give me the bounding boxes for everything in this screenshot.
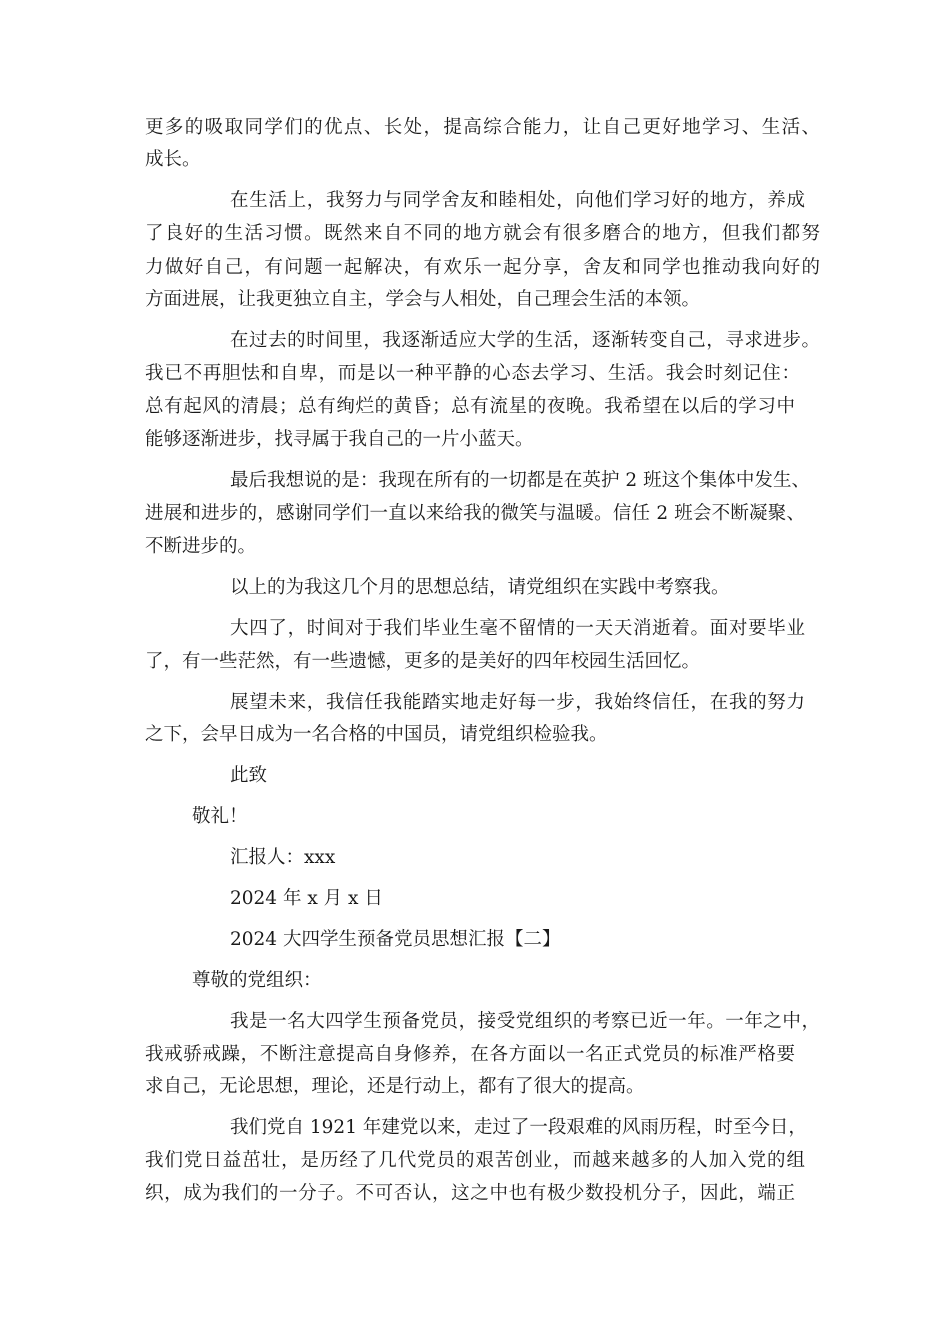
text-line: 进展和进步的，感谢同学们一直以来给我的微笑与温暖。信任 2 班会不断凝聚、: [145, 503, 805, 524]
text-line: 大四了，时间对于我们毕业生毫不留情的一天天消逝着。面对要毕业: [230, 618, 805, 639]
text-line: 总有起风的清晨；总有绚烂的黄昏；总有流星的夜晚。我希望在以后的学习中: [145, 396, 795, 417]
text-line: 更多的吸取同学们的优点、长处，提高综合能力，让自己更好地学习、生活、: [145, 117, 820, 138]
text-line: 方面进展，让我更独立自主，学会与人相处，自己理会生活的本领。: [145, 289, 701, 310]
closing-regards: 敬礼！: [192, 806, 248, 827]
closing-salutation: 此致: [230, 765, 268, 786]
section-title: 2024 大四学生预备党员思想汇报【二】: [230, 929, 561, 950]
text-line: 能够逐渐进步，找寻属于我自己的一片小蓝天。: [145, 429, 534, 450]
text-line: 了，有一些茫然，有一些遗憾，更多的是美好的四年校园生活回忆。: [145, 651, 701, 672]
greeting-line: 尊敬的党组织：: [192, 970, 322, 991]
text-line: 不断进步的。: [145, 536, 257, 557]
text-line: 求自己，无论思想，理论，还是行动上，都有了很大的提高。: [145, 1076, 645, 1097]
text-line: 以上的为我这几个月的思想总结，请党组织在实践中考察我。: [230, 577, 730, 598]
text-line: 力做好自己，有问题一起解决，有欢乐一起分享，舍友和同学也推动我向好的: [145, 257, 820, 278]
text-line: 我已不再胆怯和自卑，而是以一种平静的心态去学习、生活。我会时刻记住：: [145, 363, 800, 384]
reporter-line: 汇报人：xxx: [230, 847, 336, 868]
text-line: 了良好的生活习惯。既然来自不同的地方就会有很多磨合的地方，但我们都努: [145, 223, 820, 244]
date-line: 2024 年 x 月 x 日: [230, 888, 383, 909]
text-line: 我们党日益茁壮，是历经了几代党员的艰苦创业，而越来越多的人加入党的组: [145, 1150, 805, 1171]
text-line: 我戒骄戒躁，不断注意提高自身修养，在各方面以一名正式党员的标准严格要: [145, 1044, 795, 1065]
text-line: 织，成为我们的一分子。不可否认，这之中也有极少数投机分子，因此，端正: [145, 1183, 795, 1204]
text-line: 在过去的时间里，我逐渐适应大学的生活，逐渐转变自己，寻求进步。: [230, 330, 820, 351]
text-line: 成长。: [145, 149, 201, 170]
text-line: 最后我想说的是：我现在所有的一切都是在英护 2 班这个集体中发生、: [230, 470, 810, 491]
text-line: 在生活上，我努力与同学舍友和睦相处，向他们学习好的地方，养成: [230, 190, 805, 211]
text-line: 展望未来，我信任我能踏实地走好每一步，我始终信任，在我的努力: [230, 692, 805, 713]
text-line: 我们党自 1921 年建党以来，走过了一段艰难的风雨历程，时至今日，: [230, 1117, 807, 1138]
text-line: 我是一名大四学生预备党员，接受党组织的考察已近一年。一年之中，: [230, 1011, 820, 1032]
text-line: 之下，会早日成为一名合格的中国员，请党组织检验我。: [145, 724, 608, 745]
